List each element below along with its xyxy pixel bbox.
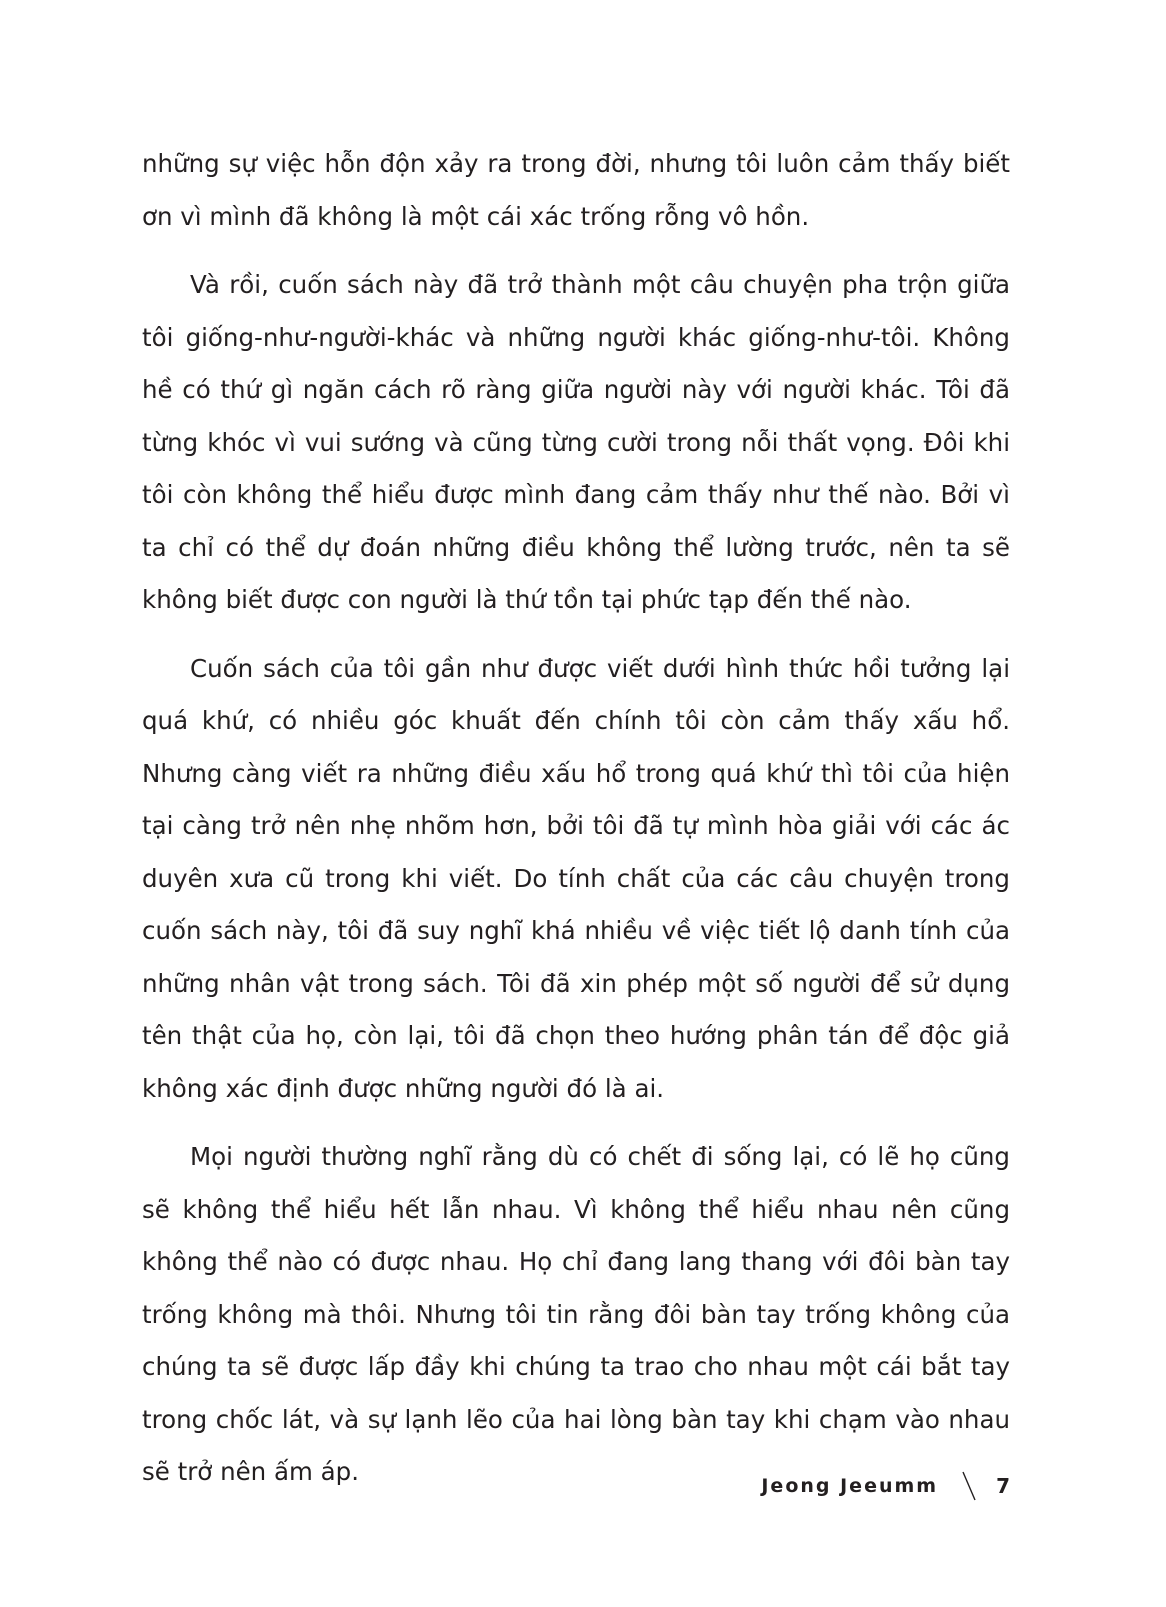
paragraph-2: Và rồi, cuốn sách này đã trở thành một câu chuyện pha trộn giữa tôi giống-như-người-khác và những người khác giống-như-tôi. Không hề có thứ gì ngăn cách rõ ràng giữa người này với người khác. Tôi đã từng khóc vì vui sướng và cũng từng cười trong nỗi thất vọng. Đôi khi tôi còn không thể hiểu được mình đang cảm thấy như thế nào. Bởi vì ta chỉ có thể dự đoán những điều không thể lường trước, nên ta sẽ không biết được con người là thứ tồn tại phức tạp đến thế nào. <box>142 270 1010 614</box>
paragraph-1: những sự việc hỗn độn xảy ra trong đời, nhưng tôi luôn cảm thấy biết ơn vì mình đã không là một cái xác trống rỗng vô hồn. <box>142 149 1010 231</box>
backslash-separator-icon <box>962 1471 976 1501</box>
body-text <box>142 138 1010 1515</box>
page-number: 7 <box>996 1474 1010 1498</box>
author-name: Jeong Jeeumm <box>761 1475 939 1497</box>
paragraph-4: Mọi người thường nghĩ rằng dù có chết đi sống lại, có lẽ họ cũng sẽ không thể hiểu hết lẫn nhau. Vì không thể hiểu nhau nên cũng không thể nào có được nhau. Họ chỉ đang lang thang với đôi bàn tay trống không mà thôi. Nhưng tôi tin rằng đôi bàn tay trống không của chúng ta sẽ được lấp đầy khi chúng ta trao cho nhau một cái bắt tay trong chốc lát, và sự lạnh lẽo của hai lòng bàn tay khi chạm vào nhau sẽ trở nên ấm áp. <box>142 1142 1010 1486</box>
paragraph-3: Cuốn sách của tôi gần như được viết dưới hình thức hồi tưởng lại quá khứ, có nhiều góc khuất đến chính tôi còn cảm thấy xấu hổ. Nhưng càng viết ra những điều xấu hổ trong quá khứ thì tôi của hiện tại càng trở nên nhẹ nhõm hơn, bởi tôi đã tự mình hòa giải với các ác duyên xưa cũ trong khi viết. Do tính chất của các câu chuyện trong cuốn sách này, tôi đã suy nghĩ khá nhiều về việc tiết lộ danh tính của những nhân vật trong sách. Tôi đã xin phép một số người để sử dụng tên thật của họ, còn lại, tôi đã chọn theo hướng phân tán để độc giả không xác định được những người đó là ai. <box>142 653 1010 1103</box>
page-footer <box>761 1468 1010 1504</box>
